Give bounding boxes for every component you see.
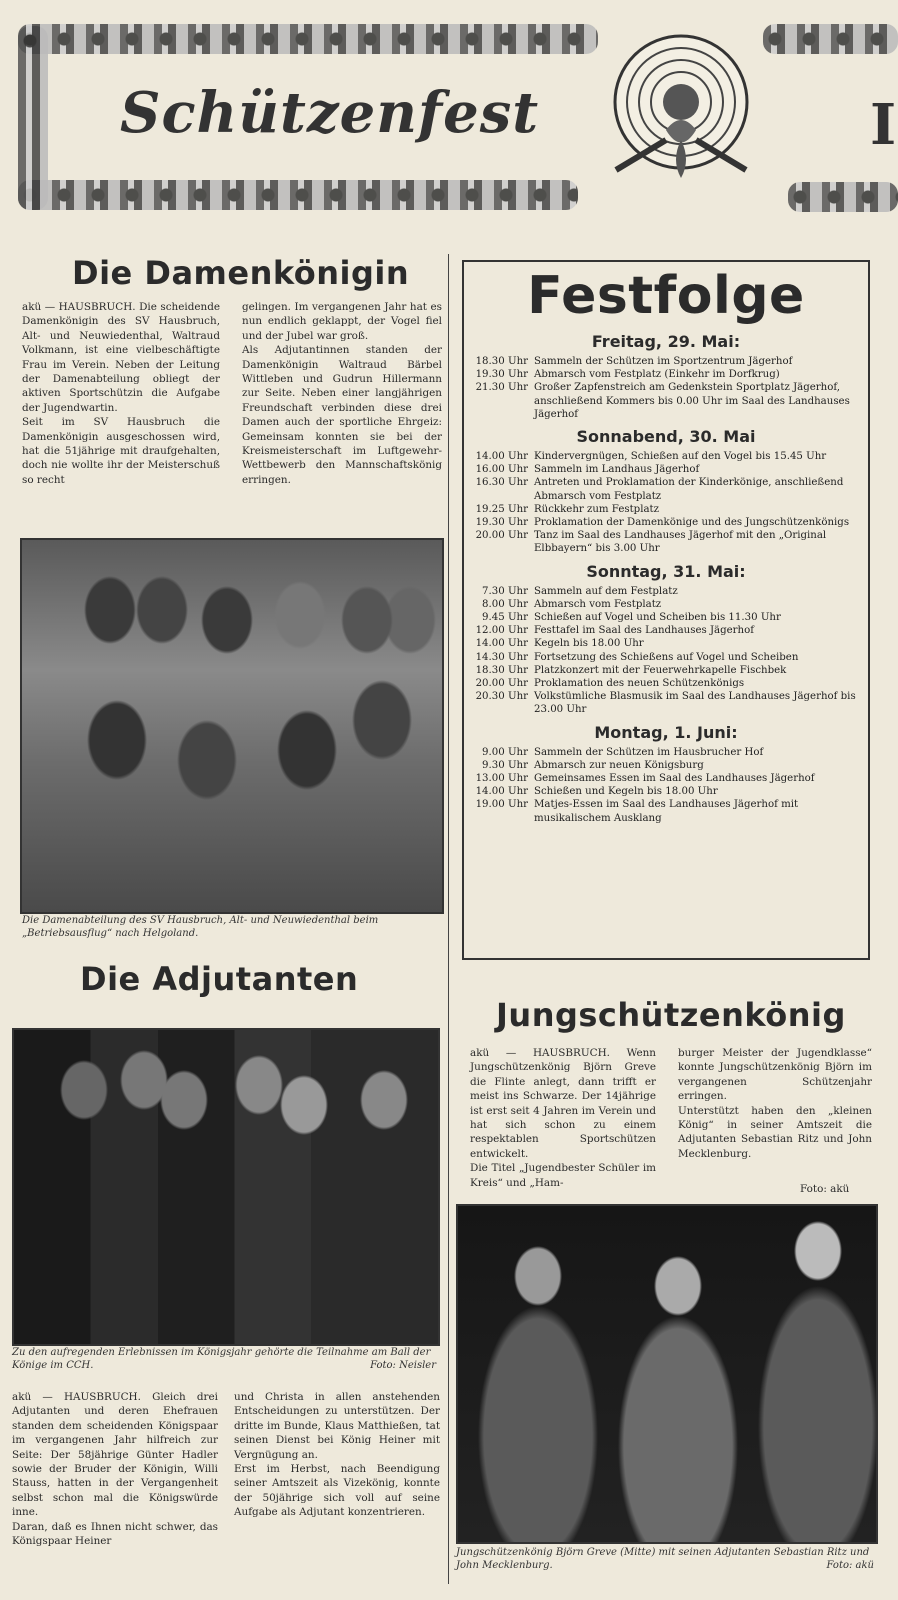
festfolge-event-time: 19.25 Uhr bbox=[475, 503, 528, 515]
festfolge-event-row bbox=[464, 598, 868, 611]
photo-jungschuetzenkoenig bbox=[456, 1204, 878, 1544]
festfolge-event-text: Sammeln im Landhaus Jägerhof bbox=[534, 464, 700, 476]
festfolge-event-row bbox=[464, 785, 868, 798]
festfolge-event-time: 18.30 Uhr bbox=[475, 664, 528, 676]
heading-jungschuetzenkoenig: Jungschützenkönig bbox=[496, 996, 846, 1034]
festfolge-event-row bbox=[464, 746, 868, 759]
festfolge-day-heading: Montag, 1. Juni: bbox=[594, 722, 738, 742]
festfolge-event-row bbox=[464, 355, 868, 368]
festfolge-event-text: Schießen auf Vogel und Scheiben bis 11.30 Uhr bbox=[534, 612, 781, 624]
festfolge-event-time: 21.30 Uhr bbox=[475, 382, 528, 394]
festfolge-event-row bbox=[464, 611, 868, 624]
festfolge-event-time: 19.30 Uhr bbox=[475, 517, 528, 529]
festfolge-event-row bbox=[464, 529, 868, 555]
festfolge-event-time: 20.00 Uhr bbox=[475, 678, 528, 690]
damen-text-col2: gelingen. Im vergangenen Jahr hat es nun endlich geklappt, der Vogel fiel und der Jubel war groß. Als Adjutantinnen standen der Damenkönigin Waltraud Bärbel Wittleben und Gudrun Hillermann zur Seite. Neben einer langjährigen Freundschaft verbinden diese drei Damen auch der sportliche Ehrgeiz: Gemeinsam konnten sie bei der Kreismeisterschaft im Luftgewehr-Wettbewerb den Mannschaftskönig erringen. bbox=[242, 301, 442, 486]
festfolge-event-row bbox=[464, 585, 868, 598]
festfolge-event-time: 14.00 Uhr bbox=[475, 638, 528, 650]
festfolge-event-time: 20.00 Uhr bbox=[475, 530, 528, 542]
festfolge-event-row bbox=[464, 463, 868, 476]
festfolge-event-text: Festtafel im Saal des Landhauses Jägerhof bbox=[534, 625, 755, 637]
festfolge-event-time: 16.30 Uhr bbox=[475, 477, 528, 489]
festfolge-event-text: Volkstümliche Blasmusik im Saal des Landhauses Jägerhof bis 23.00 Uhr bbox=[534, 691, 856, 716]
festfolge-event-text: Großer Zapfenstreich am Gedenkstein Sportplatz Jägerhof, anschließend Kommers bis 0.00 Uhr im Saal des Landhauses Jägerhof bbox=[534, 382, 850, 420]
festfolge-event-time: 14.00 Uhr bbox=[475, 786, 528, 798]
festfolge-day-heading: Sonnabend, 30. Mai bbox=[576, 427, 756, 447]
adjutanten-caption-credit: Foto: Neisler bbox=[370, 1360, 436, 1371]
festfolge-event-time: 16.00 Uhr bbox=[475, 464, 528, 476]
heading-adjutanten: Die Adjutanten bbox=[80, 960, 359, 998]
festfolge-event-time: 9.30 Uhr bbox=[482, 759, 528, 771]
jung-text-credit: Foto: akü bbox=[800, 1183, 850, 1195]
oak-leaf-border-bottom bbox=[18, 180, 578, 210]
oak-leaf-border-top bbox=[18, 24, 598, 54]
festfolge-event-row bbox=[464, 624, 868, 637]
column-divider bbox=[448, 254, 449, 1584]
festfolge-event-text: Gemeinsames Essen im Saal des Landhauses Jägerhof bbox=[534, 773, 815, 785]
festfolge-day-heading: Freitag, 29. Mai: bbox=[591, 332, 741, 351]
adjutanten-photo-caption bbox=[12, 1346, 436, 1372]
festfolge-event-time: 14.30 Uhr bbox=[475, 651, 528, 663]
festfolge-event-text: Sammeln auf dem Festplatz bbox=[534, 585, 678, 597]
festfolge-event-text: Sammeln der Schützen im Hausbrucher Hof bbox=[534, 746, 764, 758]
festfolge-event-text: Abmarsch vom Festplatz bbox=[534, 598, 662, 610]
heading-damenkoenigin: Die Damenkönigin bbox=[72, 254, 410, 292]
masthead bbox=[18, 14, 898, 219]
festfolge-event-text: Tanz im Saal des Landhauses Jägerhof mit den „Original Elbbayern“ bis 3.00 Uhr bbox=[534, 530, 827, 555]
festfolge-event-row bbox=[464, 476, 868, 502]
festfolge-event-text: Kindervergnügen, Schießen auf den Vogel bis 15.45 Uhr bbox=[534, 451, 827, 463]
festfolge-event-time: 14.00 Uhr bbox=[475, 451, 528, 463]
festfolge-event-row bbox=[464, 516, 868, 529]
jung-text-col2: burger Meister der Jugendklasse“ konnte Jungschützenkönig Björn im vergangenen Schützenjahr erringen. Unterstützt haben den „kleinen König“ in seiner Amtszeit die Adjutanten Sebastian Ritz und John Mecklenburg. bbox=[678, 1047, 872, 1160]
damen-photo-caption: Die Damenabteilung des SV Hausbruch, Alt- und Neuwiedenthal beim „Betriebsausflug“ nach Helgoland. bbox=[22, 915, 379, 939]
festfolge-event-row bbox=[464, 759, 868, 772]
jung-text-col1: akü — HAUSBRUCH. Wenn Jungschützenkönig Björn Greve die Flinte anlegt, dann trifft er meist ins Schwarze. Der 14jährige ist erst seit 4 Jahren im Verein und hat sich schon zu einem respektablen Sportschützen entwickelt. Die Titel „Jugendbester Schüler im Kreis“ und „Ham- bbox=[470, 1047, 656, 1189]
festfolge-event-text: Abmarsch zur neuen Königsburg bbox=[534, 759, 704, 771]
festfolge-event-text: Rückkehr zum Festplatz bbox=[534, 503, 659, 515]
festfolge-event-time: 8.00 Uhr bbox=[482, 598, 528, 610]
oak-leaf-border-bottom-right bbox=[788, 182, 898, 212]
festfolge-day-heading: Sonntag, 31. Mai: bbox=[586, 561, 746, 581]
festfolge-event-text: Schießen und Kegeln bis 18.00 Uhr bbox=[534, 786, 718, 798]
festfolge-event-row bbox=[464, 450, 868, 463]
jung-caption-text: Jungschützenkönig Björn Greve (Mitte) mit seinen Adjutanten Sebastian Ritz und John Mecklenburg. bbox=[456, 1547, 870, 1571]
oak-leaf-border-top-right bbox=[763, 24, 898, 54]
festfolge-event-time: 9.00 Uhr bbox=[482, 746, 528, 758]
festfolge-event-text: Proklamation des neuen Schützenkönigs bbox=[534, 678, 745, 690]
festfolge-box bbox=[462, 260, 870, 960]
festfolge-schedule bbox=[464, 332, 868, 825]
festfolge-event-row bbox=[464, 651, 868, 664]
festfolge-event-text: Sammeln der Schützen im Sportzentrum Jägerhof bbox=[534, 356, 793, 367]
jung-caption-credit: Foto: akü bbox=[826, 1560, 874, 1571]
festfolge-event-time: 19.00 Uhr bbox=[475, 799, 528, 811]
festfolge-title: Festfolge bbox=[527, 266, 805, 326]
festfolge-event-text: Fortsetzung des Schießens auf Vogel und Scheiben bbox=[534, 651, 799, 663]
adjutanten-text-col2: und Christa in allen anstehenden Entscheidungen zu unterstützen. Der dritte im Bunde, Klaus Matthießen, tat seinen Dienst bei König Heiner mit Vergnügung an. Erst im Herbst, nach Beendigung seiner Amtszeit als Vizekönig, konnte der 50jährige sich voll auf seine Aufgabe als Adjutant konzentrieren. bbox=[234, 1391, 440, 1519]
masthead-title: Schützenfest bbox=[120, 80, 540, 146]
festfolge-event-row bbox=[464, 677, 868, 690]
festfolge-event-text: Antreten und Proklamation der Kinderkönige, anschließend Abmarsch vom Festplatz bbox=[534, 477, 844, 502]
festfolge-event-row bbox=[464, 664, 868, 677]
target-emblem-icon bbox=[606, 30, 756, 180]
festfolge-event-text: Platzkonzert mit der Feuerwehrkapelle Fischbek bbox=[534, 664, 787, 676]
festfolge-event-text: Proklamation der Damenkönige und des Jungschützenkönigs bbox=[534, 517, 850, 529]
damen-text-col1: akü — HAUSBRUCH. Die scheidende Damenkönigin des SV Hausbruch, Alt- und Neuwiedenthal, Waltraud Volkmann, ist eine vielbeschäftigte Frau im Verein. Neben der Leitung der Damenabteilung obliegt der aktiven Sportschützin die Aufgabe der Jugendwartin. Seit im SV Hausbruch die Damenkönigin ausgeschossen wird, hat die 51jährige mit draufgehalten, doch nie wollte ihr der Meisterschuß so recht bbox=[22, 301, 220, 486]
festfolge-event-time: 9.45 Uhr bbox=[482, 612, 528, 624]
festfolge-event-time: 19.30 Uhr bbox=[475, 369, 528, 381]
festfolge-event-time: 20.30 Uhr bbox=[475, 691, 528, 703]
photo-damenabteilung bbox=[20, 538, 444, 914]
festfolge-event-text: Kegeln bis 18.00 Uhr bbox=[534, 638, 644, 650]
jung-photo-caption bbox=[456, 1546, 874, 1572]
festfolge-event-time: 13.00 Uhr bbox=[475, 773, 528, 785]
festfolge-event-row bbox=[464, 503, 868, 516]
adjutanten-text-col1: akü — HAUSBRUCH. Gleich drei Adjutanten und deren Ehefrauen standen dem scheidenden Königspaar im vergangenen Jahr hilfreich zur Seite: Der 58jährige Günter Hadler sowie der Bruder der Königin, Willi Stauss, hatten in der Vergangenheit selbst schon mal die Königswürde inne. Daran, daß es Ihnen nicht schwer, das Königspaar Heiner bbox=[12, 1391, 218, 1548]
festfolge-event-time: 7.30 Uhr bbox=[482, 585, 528, 597]
festfolge-event-text: Abmarsch vom Festplatz (Einkehr im Dorfkrug) bbox=[534, 369, 780, 381]
festfolge-event-text: Matjes-Essen im Saal des Landhauses Jägerhof mit musikalischem Ausklang bbox=[534, 799, 799, 824]
festfolge-event-row bbox=[464, 368, 868, 381]
masthead-cut-letter: I bbox=[870, 92, 897, 158]
adjutanten-caption-text: Zu den aufregenden Erlebnissen im Königsjahr gehörte die Teilnahme am Ball der Könige im CCH. bbox=[12, 1347, 431, 1371]
oak-leaf-border-left bbox=[18, 26, 48, 210]
festfolge-event-time: 12.00 Uhr bbox=[475, 625, 528, 637]
festfolge-event-row bbox=[464, 381, 868, 421]
festfolge-event-time: 18.30 Uhr bbox=[475, 356, 528, 367]
festfolge-event-row bbox=[464, 637, 868, 650]
festfolge-event-row bbox=[464, 772, 868, 785]
festfolge-event-row bbox=[464, 690, 868, 716]
photo-adjutanten bbox=[12, 1028, 440, 1346]
festfolge-event-row bbox=[464, 798, 868, 824]
